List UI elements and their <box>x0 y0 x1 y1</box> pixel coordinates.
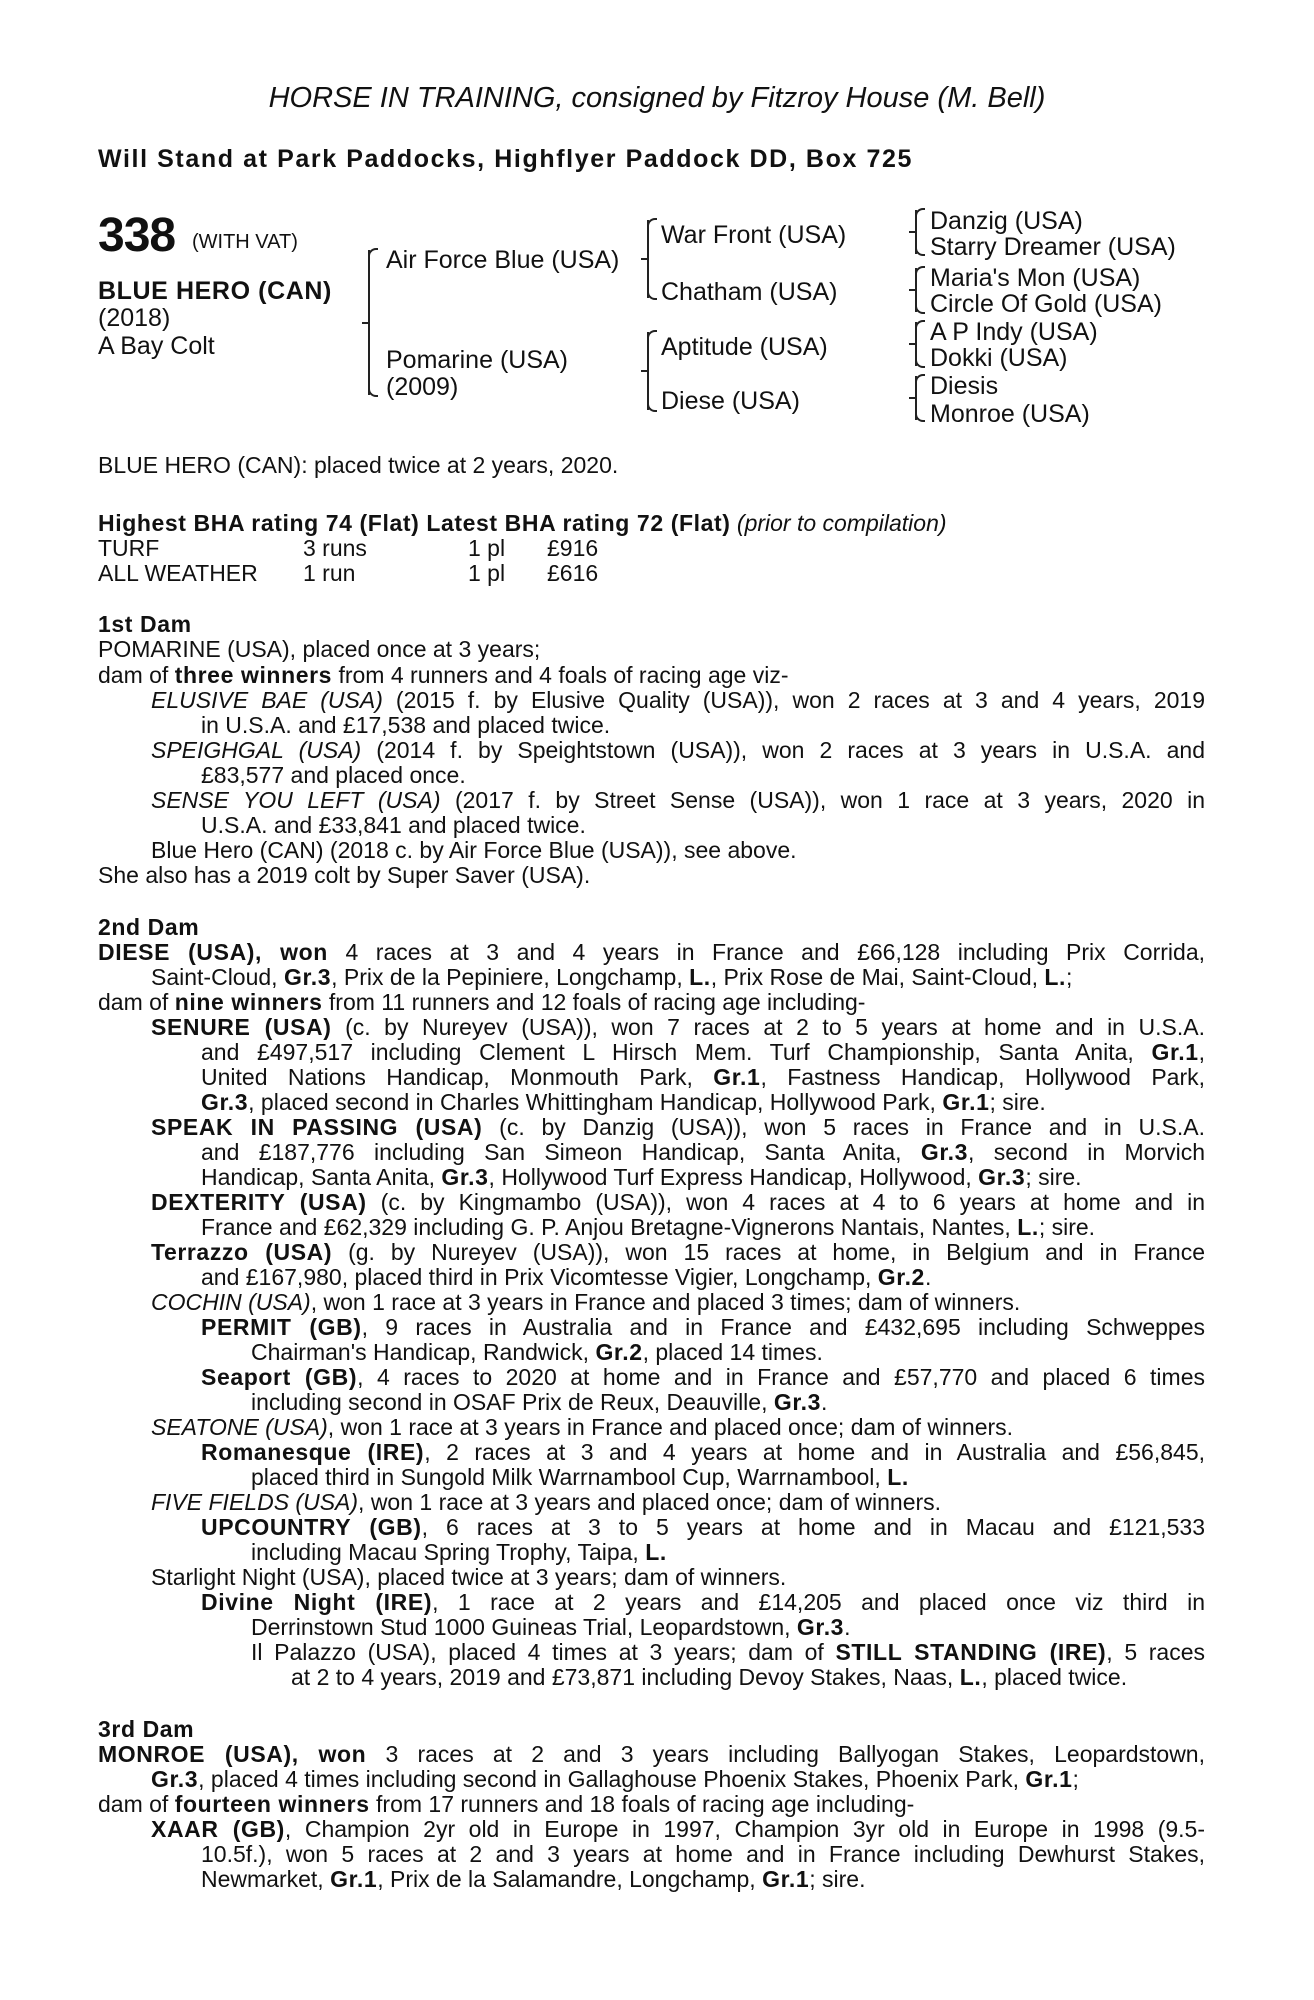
progeny-entry-cont: United Nations Handicap, Monmouth Park, Gr.1, Fastness Handicap, Hollywood Park, <box>201 1064 1206 1090</box>
pedigree-gen3-2: Chatham (USA) <box>661 278 838 306</box>
progeny-entry: XAAR (GB), Champion 2yr old in Europe in 1997, Champion 3yr old in Europe in 1998 (9.5- <box>151 1816 1206 1842</box>
record-turf-surface: TURF <box>98 535 160 561</box>
grandprogeny-entry-cont: at 2 to 4 years, 2019 and £73,871 including Devoy Stakes, Naas, L., placed twice. <box>291 1664 1128 1690</box>
pedigree-gen4-1: Danzig (USA) <box>930 207 1083 235</box>
second-dam-line: Saint-Cloud, Gr.3, Prix de la Pepiniere, Longchamp, L., Prix Rose de Mai, Saint-Cloud, L.; <box>151 964 1073 990</box>
progeny-entry-cont: France and £62,329 including G. P. Anjou Bretagne-Vignerons Nantais, Nantes, L.; sire. <box>201 1214 1096 1240</box>
pedigree-gen4-5: A P Indy (USA) <box>930 318 1098 346</box>
progeny-entry: Blue Hero (CAN) (2018 c. by Air Force Blue (USA)), see above. <box>151 837 797 863</box>
pedigree-gen3-4: Diese (USA) <box>661 387 800 415</box>
grandprogeny-entry: Romanesque (IRE), 2 races at 3 and 4 years at home and in Australia and £56,845, <box>201 1439 1205 1465</box>
grandprogeny-entry: Seaport (GB), 4 races to 2020 at home and in France and £57,770 and placed 6 times <box>201 1364 1205 1390</box>
page-header: HORSE IN TRAINING, consigned by Fitzroy House (M. Bell) <box>268 82 1046 114</box>
pedigree-gen4-6: Dokki (USA) <box>930 344 1068 372</box>
bha-rating-note: (prior to compilation) <box>736 510 947 536</box>
progeny-entry-cont: and £167,980, placed third in Prix Vicomtesse Vigier, Longchamp, Gr.2. <box>201 1264 932 1290</box>
progeny-entry-cont: in U.S.A. and £17,538 and placed twice. <box>201 712 611 738</box>
pedigree-gen4-3: Maria's Mon (USA) <box>930 264 1141 292</box>
grandprogeny-entry-cont: Derrinstown Stud 1000 Guineas Trial, Leopardstown, Gr.3. <box>251 1614 851 1640</box>
pedigree-brace-notch <box>641 258 649 260</box>
progeny-entry: Starlight Night (USA), placed twice at 3 years; dam of winners. <box>151 1564 787 1590</box>
pedigree-gen4-2: Starry Dreamer (USA) <box>930 233 1176 261</box>
pedigree-brace-notch <box>909 289 917 291</box>
progeny-entry-cont: Handicap, Santa Anita, Gr.3, Hollywood Turf Express Handicap, Hollywood, Gr.3; sire. <box>201 1164 1082 1190</box>
dam-year: (2009) <box>386 373 459 401</box>
progeny-entry-cont: 10.5f.), won 5 races at 2 and 3 years at home and in France including Dewhurst Stakes, <box>201 1841 1205 1867</box>
bha-rating-values: Highest BHA rating 74 (Flat) Latest BHA rating 72 (Flat) <box>98 510 731 536</box>
first-dam-produce-line: dam of three winners from 4 runners and 4 foals of racing age viz- <box>98 662 789 688</box>
racing-summary: BLUE HERO (CAN): placed twice at 2 years, 2020. <box>98 452 619 478</box>
progeny-entry: COCHIN (USA), won 1 race at 3 years in France and placed 3 times; dam of winners. <box>151 1289 1021 1315</box>
record-turf-placed: 1 pl <box>468 535 506 561</box>
pedigree-gen4-7: Diesis <box>930 372 999 400</box>
second-dam-line: DIESE (USA), won 4 races at 3 and 4 years in France and £66,128 including Prix Corrida, <box>98 939 1205 965</box>
record-aw-runs: 1 run <box>303 560 356 586</box>
record-turf-runs: 3 runs <box>303 535 367 561</box>
sire-name: Air Force Blue (USA) <box>386 246 620 274</box>
first-dam-heading: 1st Dam <box>98 611 192 637</box>
pedigree-gen3-3: Aptitude (USA) <box>661 333 828 361</box>
horse-name: BLUE HERO (CAN) <box>98 277 332 305</box>
grandprogeny-entry-cont: Chairman's Handicap, Randwick, Gr.2, placed 14 times. <box>251 1339 823 1365</box>
horse-year: (2018) <box>98 304 171 332</box>
progeny-entry-cont: £83,577 and placed once. <box>201 762 466 788</box>
grandprogeny-entry: PERMIT (GB), 9 races in Australia and in France and £432,695 including Schweppes <box>201 1314 1205 1340</box>
pedigree-gen4-4: Circle Of Gold (USA) <box>930 290 1162 318</box>
pedigree-gen3-1: War Front (USA) <box>661 221 847 249</box>
pedigree-brace-notch <box>362 322 370 324</box>
progeny-entry: DEXTERITY (USA) (c. by Kingmambo (USA)), won 4 races at 4 to 6 years at home and in <box>151 1189 1205 1215</box>
grandprogeny-entry-cont: including Macau Spring Trophy, Taipa, L. <box>251 1539 667 1565</box>
third-dam-line: MONROE (USA), won 3 races at 2 and 3 years including Ballyogan Stakes, Leopardstown, <box>98 1741 1205 1767</box>
pedigree-brace-notch <box>909 343 917 345</box>
progeny-entry: SPEAK IN PASSING (USA) (c. by Danzig (USA)), won 5 races in France and in U.S.A. <box>151 1114 1206 1140</box>
pedigree-brace-notch <box>909 397 917 399</box>
progeny-entry: SENURE (USA) (c. by Nureyev (USA)), won 7 races at 2 to 5 years at home and in U.S.A. <box>151 1014 1205 1040</box>
pedigree-gen4-8: Monroe (USA) <box>930 400 1090 428</box>
third-dam-produce-line: dam of fourteen winners from 17 runners and 18 foals of racing age including- <box>98 1791 915 1817</box>
progeny-entry: SPEIGHGAL (USA) (2014 f. by Speightstown (USA)), won 2 races at 3 years in U.S.A. and <box>151 737 1205 763</box>
third-dam-line: Gr.3, placed 4 times including second in Gallaghouse Phoenix Stakes, Phoenix Park, Gr.1; <box>151 1766 1079 1792</box>
dam-name: Pomarine (USA) <box>386 346 568 374</box>
progeny-entry-cont: Newmarket, Gr.1, Prix de la Salamandre, Longchamp, Gr.1; sire. <box>201 1866 866 1892</box>
first-dam-line: POMARINE (USA), placed once at 3 years; <box>98 636 541 662</box>
progeny-entry-cont: and £187,776 including San Simeon Handicap, Santa Anita, Gr.3, second in Morvich <box>201 1139 1206 1165</box>
progeny-entry: ELUSIVE BAE (USA) (2015 f. by Elusive Quality (USA)), won 2 races at 3 and 4 years, 2019 <box>151 687 1205 713</box>
record-aw-money: £616 <box>547 560 599 586</box>
grandprogeny-entry: UPCOUNTRY (GB), 6 races at 3 to 5 years at home and in Macau and £121,533 <box>201 1514 1206 1540</box>
progeny-entry: SEATONE (USA), won 1 race at 3 years in France and placed once; dam of winners. <box>151 1414 1014 1440</box>
progeny-entry: Terrazzo (USA) (g. by Nureyev (USA)), won 15 races at home, in Belgium and in France <box>151 1239 1205 1265</box>
record-aw-placed: 1 pl <box>468 560 506 586</box>
horse-description: A Bay Colt <box>98 332 215 360</box>
grandprogeny-entry: Divine Night (IRE), 1 race at 2 years and £14,205 and placed once viz third in <box>201 1589 1205 1615</box>
lot-number: 338 <box>98 209 176 262</box>
bha-rating <box>98 510 947 537</box>
progeny-entry-cont: and £497,517 including Clement L Hirsch Mem. Turf Championship, Santa Anita, Gr.1, <box>201 1039 1206 1065</box>
third-dam-heading: 3rd Dam <box>98 1716 195 1742</box>
progeny-entry-cont: U.S.A. and £33,841 and placed twice. <box>201 812 586 838</box>
record-turf-money: £916 <box>547 535 599 561</box>
progeny-entry-cont: Gr.3, placed second in Charles Whittingham Handicap, Hollywood Park, Gr.1; sire. <box>201 1089 1046 1115</box>
second-dam-produce-line: dam of nine winners from 11 runners and 12 foals of racing age including- <box>98 989 866 1015</box>
grandprogeny-entry-cont: including second in OSAF Prix de Reux, Deauville, Gr.3. <box>251 1389 828 1415</box>
progeny-entry: FIVE FIELDS (USA), won 1 race at 3 years and placed once; dam of winners. <box>151 1489 942 1515</box>
grandprogeny-entry: Il Palazzo (USA), placed 4 times at 3 years; dam of STILL STANDING (IRE), 5 races <box>251 1639 1205 1665</box>
pedigree-brace-notch <box>909 231 917 233</box>
stand-location: Will Stand at Park Paddocks, Highflyer Paddock DD, Box 725 <box>98 145 914 173</box>
first-dam-foal-note: She also has a 2019 colt by Super Saver (USA). <box>98 862 591 888</box>
pedigree-brace-notch <box>641 370 649 372</box>
record-aw-surface: ALL WEATHER <box>98 560 258 586</box>
vat-note: (WITH VAT) <box>192 231 298 253</box>
second-dam-heading: 2nd Dam <box>98 914 200 940</box>
grandprogeny-entry-cont: placed third in Sungold Milk Warrnambool Cup, Warrnambool, L. <box>251 1464 909 1490</box>
progeny-entry: SENSE YOU LEFT (USA) (2017 f. by Street Sense (USA)), won 1 race at 3 years, 2020 in <box>151 787 1206 813</box>
